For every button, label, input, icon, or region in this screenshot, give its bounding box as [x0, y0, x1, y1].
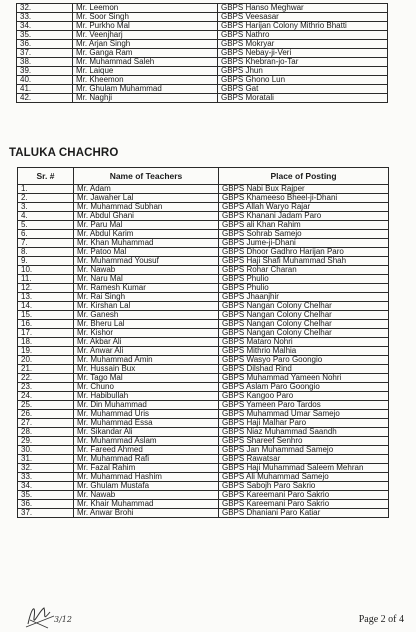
posting-cell: GBPS Nangan Colony Chelhar	[219, 329, 389, 338]
posting-cell: GBPS Haji Muhammad Saleem Mehran	[219, 464, 389, 473]
posting-cell: GBPS ali Khan Rahim	[219, 221, 389, 230]
posting-cell: GBPS Wasyo Paro Goongio	[219, 356, 389, 365]
table-row	[18, 266, 389, 275]
table-row	[18, 329, 389, 338]
sr-cell: 33.	[18, 473, 74, 482]
sr-cell: 24.	[18, 392, 74, 401]
handwritten-signature	[24, 600, 94, 630]
table-row	[17, 13, 388, 22]
sr-cell: 32.	[17, 4, 73, 13]
posting-cell: GBPS Khebran-jo-Tar	[218, 58, 388, 67]
posting-cell: GBPS Niaz Muhammad Saandh	[219, 428, 389, 437]
teacher-name-cell: Mr. Muhammad Amin	[74, 356, 219, 365]
table-row	[18, 239, 389, 248]
sr-cell: 1.	[18, 185, 74, 194]
sr-cell: 37.	[17, 49, 73, 58]
sr-cell: 4.	[18, 212, 74, 221]
table-row	[18, 347, 389, 356]
table-row	[18, 248, 389, 257]
teacher-name-cell: Mr. Muhammad Hashim	[74, 473, 219, 482]
table-row	[17, 4, 388, 13]
teacher-name-cell: Mr. Tago Mal	[74, 374, 219, 383]
teacher-name-cell: Mr. Anwar Ali	[74, 347, 219, 356]
header-row	[18, 168, 389, 185]
sr-cell: 34.	[18, 482, 74, 491]
sr-cell: 7.	[18, 239, 74, 248]
table-row	[18, 194, 389, 203]
teacher-name-cell: Mr. Patoo Mal	[74, 248, 219, 257]
sr-cell: 25.	[18, 401, 74, 410]
sr-cell: 26.	[18, 410, 74, 419]
sr-cell: 29.	[18, 437, 74, 446]
teacher-name-cell: Mr. Jawaher Lal	[74, 194, 219, 203]
teacher-name-cell: Mr. Nawab	[74, 266, 219, 275]
header-posting: Place of Posting	[219, 168, 389, 185]
table-row	[18, 221, 389, 230]
teacher-name-cell: Mr. Muhammad Aslam	[74, 437, 219, 446]
teacher-name-cell: Mr. Khair Muhammad	[74, 500, 219, 509]
section-title: TALUKA CHACHRO	[9, 147, 119, 159]
posting-cell: GBPS Ghono Lun	[218, 76, 388, 85]
sr-cell: 31.	[18, 455, 74, 464]
table-header	[18, 168, 389, 185]
posting-cell: GBPS Kareemani Paro Sakrio	[219, 491, 389, 500]
posting-cell: GBPS Jume-ji-Dhani	[219, 239, 389, 248]
table-row	[17, 49, 388, 58]
posting-cell: GBPS Gat	[218, 85, 388, 94]
posting-cell: GBPS Aslam Paro Goongio	[219, 383, 389, 392]
teacher-name-cell: Mr. Hussain Bux	[74, 365, 219, 374]
posting-cell: GBPS Ali Muhammad Samejo	[219, 473, 389, 482]
teacher-name-cell: Mr. Leemon	[73, 4, 218, 13]
table-row	[17, 67, 388, 76]
table-row	[18, 284, 389, 293]
sr-cell: 12.	[18, 284, 74, 293]
header-name: Name of Teachers	[74, 168, 219, 185]
teacher-name-cell: Mr. Khan Muhammad	[74, 239, 219, 248]
table-row	[18, 365, 389, 374]
posting-cell: GBPS Sabojh Paro Sakrio	[219, 482, 389, 491]
posting-cell: GBPS Khameeso Bheel-ji-Dhani	[219, 194, 389, 203]
teacher-name-cell: Mr. Fazal Rahim	[74, 464, 219, 473]
teacher-name-cell: Mr. Ganga Ram	[73, 49, 218, 58]
posting-cell: GBPS Veesasar	[218, 13, 388, 22]
table-row	[18, 275, 389, 284]
table-row	[17, 31, 388, 40]
sr-cell: 23.	[18, 383, 74, 392]
teacher-name-cell: Mr. Ganesh	[74, 311, 219, 320]
table-row	[18, 410, 389, 419]
sr-cell: 19.	[18, 347, 74, 356]
table-row	[18, 212, 389, 221]
posting-cell: GBPS Nangan Colony Chelhar	[219, 311, 389, 320]
posting-cell: GBPS Nebay-ji-Veri	[218, 49, 388, 58]
sr-cell: 9.	[18, 257, 74, 266]
teacher-name-cell: Mr. Muhammad Uris	[74, 410, 219, 419]
posting-cell: GBPS Dilshad Rind	[219, 365, 389, 374]
teacher-name-cell: Mr. Muhammad Saleh	[73, 58, 218, 67]
sr-cell: 35.	[18, 491, 74, 500]
table-body	[18, 185, 389, 518]
posting-cell: GBPS Phulio	[219, 284, 389, 293]
table-row	[18, 392, 389, 401]
posting-cell: GBPS Nabi Bux Rajper	[219, 185, 389, 194]
sr-cell: 32.	[18, 464, 74, 473]
sr-cell: 2.	[18, 194, 74, 203]
page-number: Page 2 of 4	[358, 614, 404, 625]
posting-cell: GBPS Haji Malhar Paro	[219, 419, 389, 428]
sr-cell: 11.	[18, 275, 74, 284]
table-row	[18, 482, 389, 491]
table-row	[17, 22, 388, 31]
teacher-name-cell: Mr. Fareed Ahmed	[74, 446, 219, 455]
posting-cell: GBPS Mataro Nohri	[219, 338, 389, 347]
table-row	[18, 185, 389, 194]
teacher-name-cell: Mr. Abdul Karim	[74, 230, 219, 239]
posting-cell: GBPS Mokryar	[218, 40, 388, 49]
teacher-name-cell: Mr. Soor Singh	[73, 13, 218, 22]
teacher-name-cell: Mr. Akbar Ali	[74, 338, 219, 347]
sr-cell: 22.	[18, 374, 74, 383]
table-row	[17, 85, 388, 94]
posting-cell: GBPS Jan Muhammad Samejo	[219, 446, 389, 455]
sr-cell: 41.	[17, 85, 73, 94]
sr-cell: 16.	[18, 320, 74, 329]
posting-cell: GBPS Rohar Charan	[219, 266, 389, 275]
table-row	[18, 338, 389, 347]
posting-cell: GBPS Khanani Jadam Paro	[219, 212, 389, 221]
sr-cell: 30.	[18, 446, 74, 455]
teacher-name-cell: Mr. Naghji	[73, 94, 218, 103]
table-row	[17, 58, 388, 67]
teacher-name-cell: Mr. Abdul Ghani	[74, 212, 219, 221]
sr-cell: 13.	[18, 293, 74, 302]
posting-cell: GBPS Nangan Colony Chelhar	[219, 302, 389, 311]
sr-cell: 42.	[17, 94, 73, 103]
posting-cell: GBPS Nangan Colony Chelhar	[219, 320, 389, 329]
table-row	[18, 383, 389, 392]
table-row	[18, 437, 389, 446]
signature-date: 3/12	[54, 615, 72, 624]
sr-cell: 36.	[18, 500, 74, 509]
table-row	[18, 203, 389, 212]
sr-cell: 34.	[17, 22, 73, 31]
sr-cell: 17.	[18, 329, 74, 338]
table-row	[18, 230, 389, 239]
posting-cell: GBPS Rawatsar	[219, 455, 389, 464]
sr-cell: 38.	[17, 58, 73, 67]
table-row	[18, 293, 389, 302]
sr-cell: 40.	[17, 76, 73, 85]
table-row	[18, 500, 389, 509]
teacher-name-cell: Mr. Arjan Singh	[73, 40, 218, 49]
table-row	[17, 40, 388, 49]
posting-cell: GBPS Moratali	[218, 94, 388, 103]
sr-cell: 15.	[18, 311, 74, 320]
sr-cell: 18.	[18, 338, 74, 347]
sr-cell: 6.	[18, 230, 74, 239]
table-row	[18, 446, 389, 455]
posting-cell: GBPS Muhammad Yameen Nohri	[219, 374, 389, 383]
teacher-name-cell: Mr. Adam	[74, 185, 219, 194]
teacher-name-cell: Mr. Muhammad Yousuf	[74, 257, 219, 266]
teacher-name-cell: Mr. Ghulam Mustafa	[74, 482, 219, 491]
teacher-name-cell: Mr. Nawab	[74, 491, 219, 500]
sr-cell: 28.	[18, 428, 74, 437]
teacher-name-cell: Mr. Naru Mal	[74, 275, 219, 284]
header-sr: Sr. #	[18, 168, 74, 185]
table-row	[18, 491, 389, 500]
sr-cell: 37.	[18, 509, 74, 518]
teacher-name-cell: Mr. Ghulam Muhammad	[73, 85, 218, 94]
posting-cell: GBPS Kangoo Paro	[219, 392, 389, 401]
posting-cell: GBPS Phulio	[219, 275, 389, 284]
table-row	[18, 302, 389, 311]
teacher-name-cell: Mr. Bheru Lal	[74, 320, 219, 329]
posting-cell: GBPS Yameen Paro Tardos	[219, 401, 389, 410]
table-row	[18, 428, 389, 437]
teacher-name-cell: Mr. Din Muhammad	[74, 401, 219, 410]
table-row	[17, 94, 388, 103]
sr-cell: 14.	[18, 302, 74, 311]
teacher-name-cell: Mr. Laique	[73, 67, 218, 76]
sr-cell: 36.	[17, 40, 73, 49]
teachers-table	[17, 167, 389, 518]
posting-cell: GBPS Dhaniani Paro Katiar	[219, 509, 389, 518]
sr-cell: 27.	[18, 419, 74, 428]
posting-cell: GBPS Dhoor Gadhro Harijan Paro	[219, 248, 389, 257]
posting-cell: GBPS Jhaanjhir	[219, 293, 389, 302]
teacher-name-cell: Mr. Purkho Mal	[73, 22, 218, 31]
sr-cell: 39.	[17, 67, 73, 76]
sr-cell: 35.	[17, 31, 73, 40]
teacher-name-cell: Mr. Kishor	[74, 329, 219, 338]
sr-cell: 20.	[18, 356, 74, 365]
teacher-name-cell: Mr. Habibullah	[74, 392, 219, 401]
table-row	[18, 374, 389, 383]
posting-cell: GBPS Shareef Senhro	[219, 437, 389, 446]
table-row	[18, 311, 389, 320]
table-row	[18, 464, 389, 473]
table-row	[18, 356, 389, 365]
posting-cell: GBPS Haji Shafi Muhammad Shah	[219, 257, 389, 266]
posting-cell: GBPS Sohrab Samejo	[219, 230, 389, 239]
teacher-name-cell: Mr. Muhammad Subhan	[74, 203, 219, 212]
teacher-name-cell: Mr. Veenjharj	[73, 31, 218, 40]
teacher-name-cell: Mr. Ramesh Kumar	[74, 284, 219, 293]
teacher-name-cell: Mr. Rai Singh	[74, 293, 219, 302]
previous-section-table	[16, 3, 388, 103]
sr-cell: 8.	[18, 248, 74, 257]
table-row	[18, 509, 389, 518]
teacher-name-cell: Mr. Muhammad Essa	[74, 419, 219, 428]
teacher-name-cell: Mr. Muhammad Rafi	[74, 455, 219, 464]
posting-cell: GBPS Muhammad Umar Samejo	[219, 410, 389, 419]
sr-cell: 10.	[18, 266, 74, 275]
table-row	[18, 419, 389, 428]
posting-cell: GBPS Kareemani Paro Sakrio	[219, 500, 389, 509]
posting-cell: GBPS Nathro	[218, 31, 388, 40]
teacher-name-cell: Mr. Kirshan Lal	[74, 302, 219, 311]
posting-cell: GBPS Hanso Meghwar	[218, 4, 388, 13]
teacher-name-cell: Mr. Anwar Brohi	[74, 509, 219, 518]
posting-cell: GBPS Harijan Colony Mithrio Bhatti	[218, 22, 388, 31]
teacher-name-cell: Mr. Chuno	[74, 383, 219, 392]
sr-cell: 33.	[17, 13, 73, 22]
sr-cell: 5.	[18, 221, 74, 230]
posting-cell: GBPS Jhun	[218, 67, 388, 76]
teacher-name-cell: Mr. Kheemon	[73, 76, 218, 85]
table-row	[18, 401, 389, 410]
table-row	[18, 320, 389, 329]
previous-section-body	[17, 4, 388, 103]
table-row	[18, 455, 389, 464]
sr-cell: 3.	[18, 203, 74, 212]
posting-cell: GBPS Mithrio Malhia	[219, 347, 389, 356]
sr-cell: 21.	[18, 365, 74, 374]
teacher-name-cell: Mr. Paru Mal	[74, 221, 219, 230]
posting-cell: GBPS Allah Waryo Rajar	[219, 203, 389, 212]
table-row	[18, 473, 389, 482]
teacher-name-cell: Mr. Sikandar Ali	[74, 428, 219, 437]
table-row	[18, 257, 389, 266]
table-row	[17, 76, 388, 85]
